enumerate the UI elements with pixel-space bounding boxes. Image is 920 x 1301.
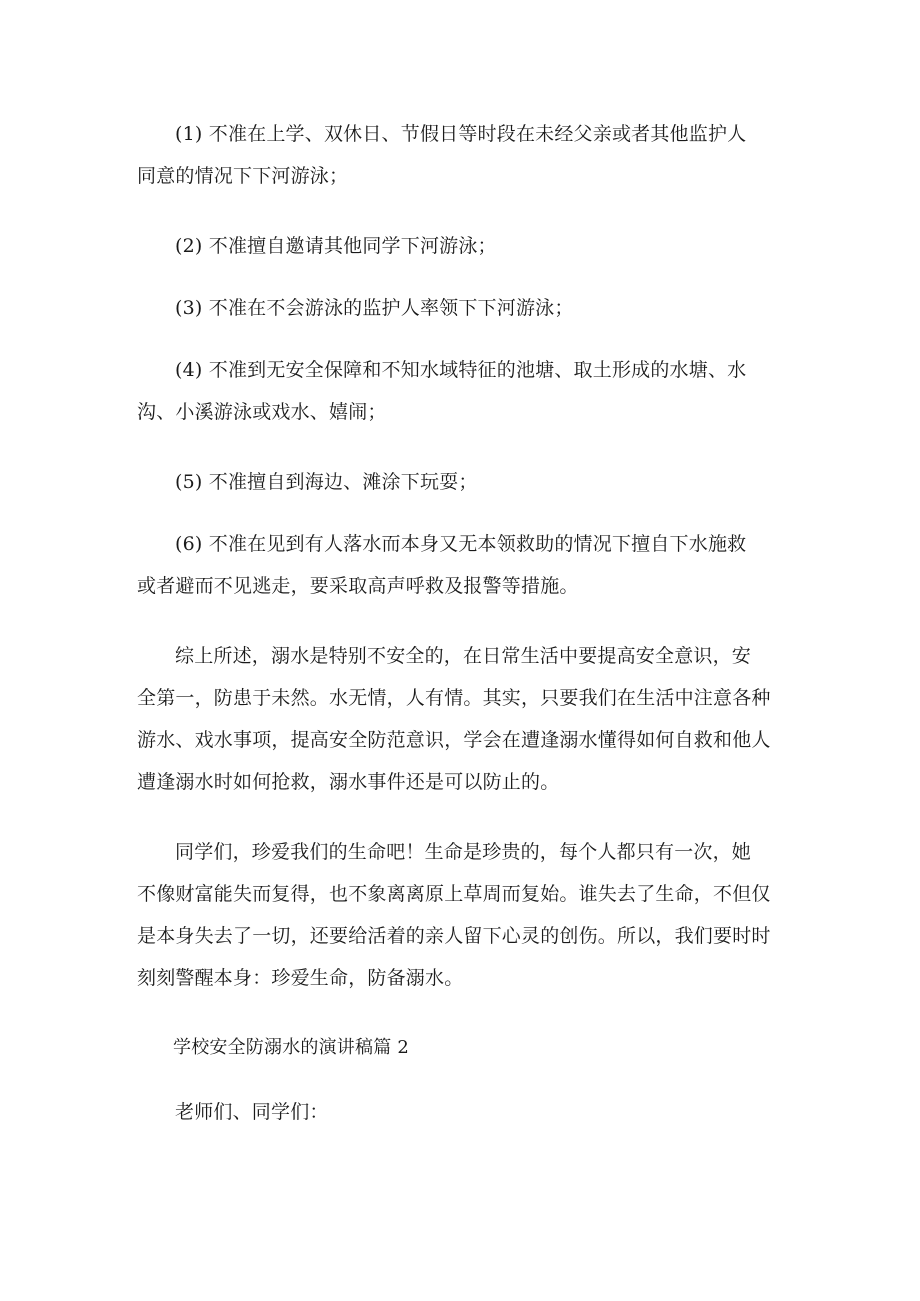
section-title: 学校安全防溺水的演讲稿篇 2	[173, 1037, 409, 1058]
summary-line-2: 全第一，防患于未然。水无情，人有情。其实，只要我们在生活中注意各种	[137, 687, 771, 709]
rule-item-1-line-1: (1) 不准在上学、双休日、节假日等时段在未经父亲或者其他监护人	[175, 123, 747, 145]
rule-item-6	[137, 523, 793, 607]
summary-line-1: 综上所述，溺水是特别不安全的，在日常生活中要提高安全意识，安	[175, 645, 752, 667]
closing-line-2: 不像财富能失而复得，也不象离离原上草周而复始。谁失去了生命，不但仅	[137, 883, 771, 905]
closing-line-4: 刻刻警醒本身：珍爱生命，防备溺水。	[137, 967, 464, 989]
summary-line-4: 遭逢溺水时如何抢救，溺水事件还是可以防止的。	[137, 771, 560, 793]
rule-item-5: (5) 不准擅自到海边、滩涂下玩耍；	[175, 471, 478, 493]
summary-paragraph	[137, 635, 793, 803]
rule-item-4	[137, 349, 793, 433]
rule-item-2: (2) 不准擅自邀请其他同学下河游泳；	[175, 235, 497, 257]
rule-item-1	[137, 113, 793, 197]
summary-line-3: 游水、戏水事项，提高安全防范意识，学会在遭逢溺水懂得如何自救和他人	[137, 729, 771, 751]
greeting: 老师们、同学们：	[175, 1101, 329, 1123]
closing-line-1: 同学们，珍爱我们的生命吧！生命是珍贵的，每个人都只有一次，她	[175, 841, 752, 863]
rule-item-6-line-1: (6) 不准在见到有人落水而本身又无本领救助的情况下擅自下水施救	[175, 533, 747, 555]
rule-item-4-line-1: (4) 不准到无安全保障和不知水域特征的池塘、取土形成的水塘、水	[175, 359, 747, 381]
rule-item-1-line-2: 同意的情况下下河游泳；	[137, 165, 349, 187]
closing-line-3: 是本身失去了一切，还要给活着的亲人留下心灵的创伤。所以，我们要时时	[137, 925, 771, 947]
rule-item-4-line-2: 沟、小溪游泳或戏水、嬉闹；	[137, 401, 387, 423]
rule-item-6-line-2: 或者避而不见逃走，要采取高声呼救及报警等措施。	[137, 575, 579, 597]
rule-item-3: (3) 不准在不会游泳的监护人率领下下河游泳；	[175, 297, 574, 319]
closing-paragraph	[137, 831, 793, 999]
